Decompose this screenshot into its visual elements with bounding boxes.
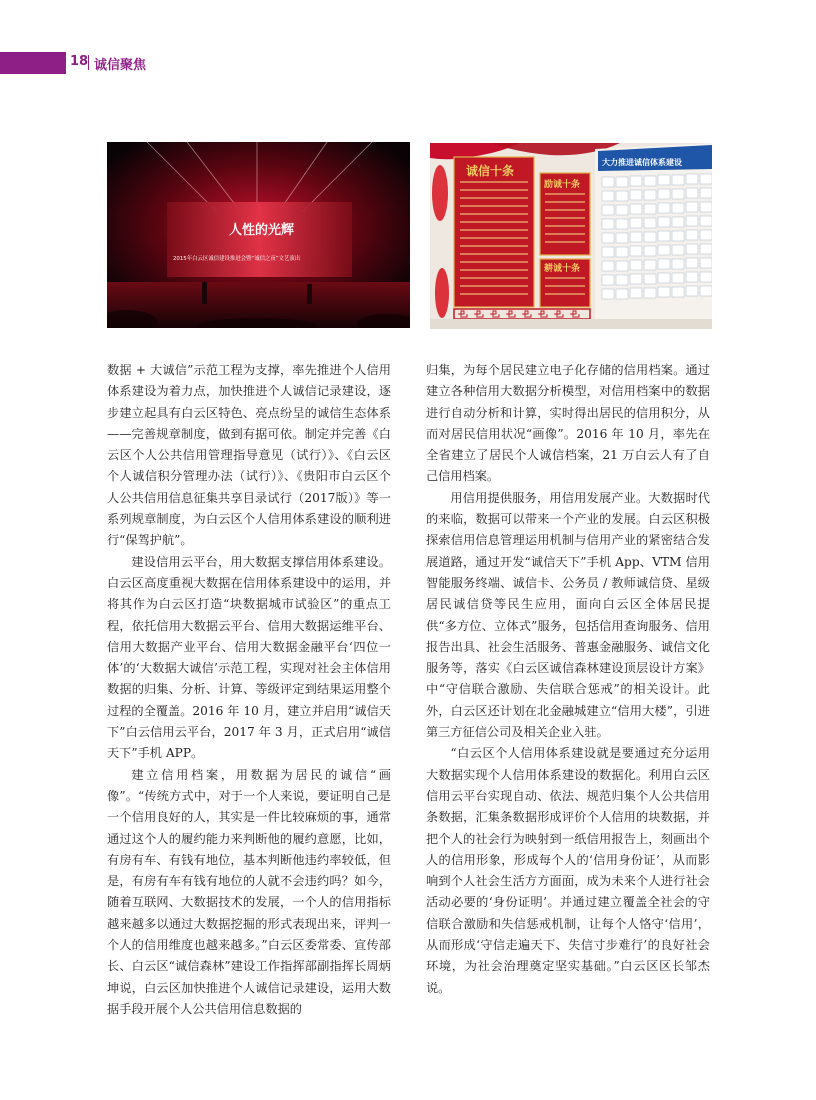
page-number: 18 [70,54,89,69]
header-color-bar [0,52,66,74]
paragraph: “白云区个人信用体系建设就是要通过充分运用大数据实现个人信用体系建设的数据化。利用白云区信用云平台实现自动、依法、规范归集个人公共信用条数据，汇集条数据形成评价个人信用的块数据，并把个人的社会行为映射到一纸信用报告上，刻画出个人的信用形象，形成每个人的‘信用身份证’，从而影响到个人社会生活方方面面，成为未来个人进行社会活动必要的‘身份证明’。并通过建立覆盖全社会的守信联合激励和失信惩戒机制，让每个人恪守‘信用’，从而形成‘守信走遍天下、失信寸步难行’的良好社会环境，为社会治理奠定坚实基础。”白云区区长邹杰说。 [426,746,710,995]
section-title: 诚信聚焦 [94,58,147,73]
board-3-title: 耕诚十条 [544,264,581,274]
board-1-title: 诚信十条 [466,164,515,178]
paragraph: 数据 + 大诚信”示范工程为支撑，率先推进个人信用体系建设为着力点，加快推进个人诚信记录建设，逐步建立起具有白云区特色、亮点纷呈的诚信生态体系——完善规章制度，做到有据可依。制定并完善《白云区个人公共信用管理指导意见（试行）》、《白云区个人诚信积分管理办法（试行）》、《贵阳市白云区个人公共信用信息征集共享目录试行（2017版）》等一系列规章制度，为白云区个人信用体系建设的顺利进行“保驾护航”。 [107,363,391,548]
article-column-right [426,360,710,999]
wall-title-text: 大力推进诚信体系建设 [602,158,682,167]
article-column-left [107,360,391,1020]
wall-boards-photo [430,143,712,329]
paragraph: 归集，为每个居民建立电子化存储的信用档案。通过建立各种信用大数据分析模型，对信用档案中的数据进行自动分析和计算，实时得出居民的信用积分，从而对居民信用状况“画像”。2016 年 10 月，率先在全省建立了居民个人诚信档案，21 万白云人有了自己信用档案。 [426,363,710,484]
paragraph: 建立信用档案，用数据为居民的诚信“画像”。“传统方式中，对于一个人来说，要证明自己是一个信用良好的人，其实是一件比较麻烦的事，通常通过这个人的履约能力来判断他的履约意愿，比如，有房有车、有钱有地位，基本判断他违约率较低，但是，有房有车有钱有地位的人就不会违约吗？如今，随着互联网、大数据技术的发展，一个人的信用指标越来越多以通过大数据挖掘的形式表现出来，评判一个人的信用维度也越来越多。”白云区委常委、宣传部长、白云区“诚信森林”建设工作指挥部副指挥长周炳坤说，白云区加快推进个人诚信记录建设，运用大数据手段开展个人公共信用信息数据的 [107,767,391,1016]
stage-photo [107,142,410,328]
paragraph: 建设信用云平台，用大数据支撑信用体系建设。白云区高度重视大数据在信用体系建设中的运用，并将其作为白云区打造“块数据城市试验区”的重点工程，依托信用大数据云平台、信用大数据运维平台、信用大数据产业平台、信用大数据金融平台‘四位一体’的‘大数据大诚信’示范工程，实现对社会主体信用数据的归集、分析、计算、等级评定到结果运用整个过程的全覆盖。2016 年 10 月，建立并启用“诚信天下”白云信用云平台，2017 年 3 月，正式启用“诚信天下”手机 APP。 [107,554,391,761]
stage-banner-text: 2015年白云区诚信建设推进会暨“诚信之夜”文艺演出 [173,256,301,262]
paragraph: 用信用提供服务，用信用发展产业。大数据时代的来临，数据可以带来一个产业的发展。白云区积极探索信用信息管理运用机制与信用产业的紧密结合发展道路，通过开发“诚信天下”手机 App、VTM 信用智能服务终端、诚信卡、公务员 / 教师诚信贷、星级居民诚信贷等民生应用，面向白云区全体居民提供“多方位、立体式”服务，包括信用查询服务、信用报告出具、社会生活服务、普惠金融服务、诚信文化服务等，落实《白云区诚信森林建设顶层设计方案》中“守信联合激励、失信联合惩戒”的相关设计。此外，白云区还计划在北金融城建立“信用大楼”，引进第三方征信公司及相关企业入驻。 [426,490,710,740]
stage-title-text: 人性的光辉 [229,223,295,238]
board-2-title: 励诚十条 [544,180,581,190]
header-divider [88,55,89,70]
